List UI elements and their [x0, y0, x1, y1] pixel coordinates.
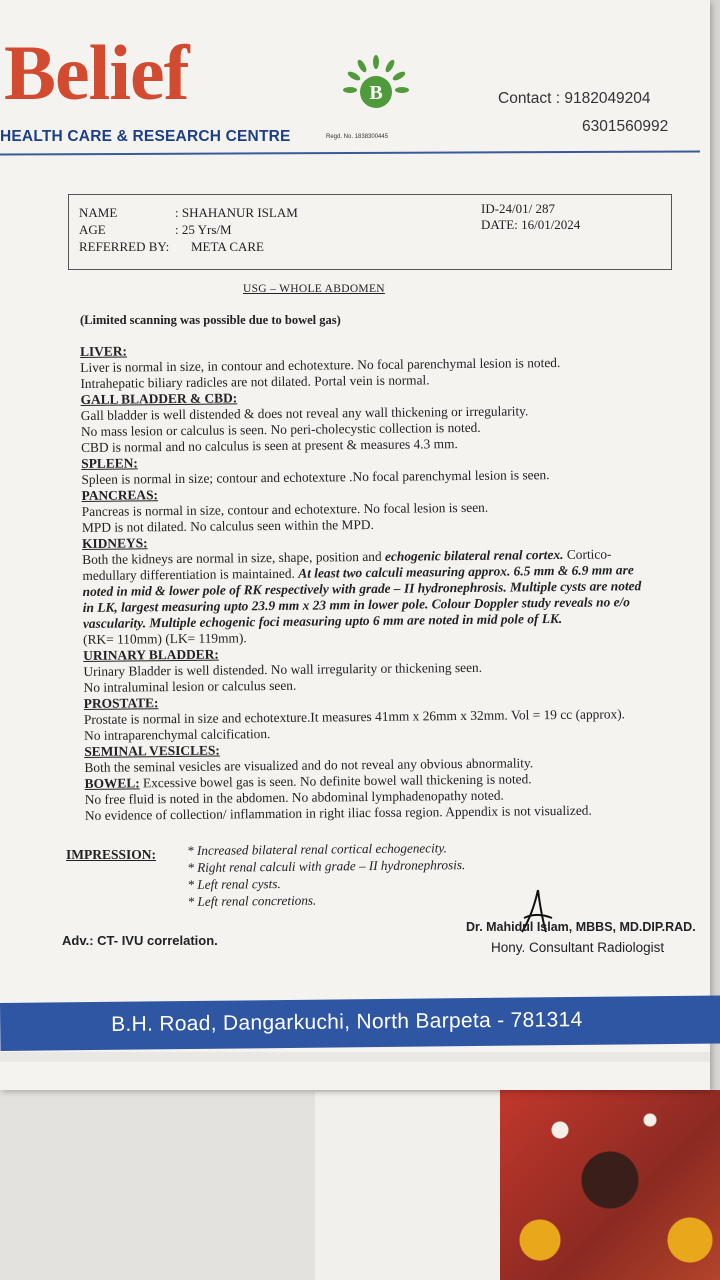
report-line: Pancreas is normal in size, contour and echotexture. No focal lesion is seen. — [81, 499, 489, 519]
report-text-emphasis: echogenic bilateral renal cortex. — [384, 546, 564, 564]
gallbladder-heading: GALL BLADDER & CBD: — [80, 390, 238, 407]
emblem-letter: B — [369, 82, 383, 104]
patient-info-box — [68, 194, 672, 270]
report-line: No intraparenchymal calcification. — [84, 726, 271, 743]
scan-note: (Limited scanning was possible due to bowel gas) — [80, 313, 341, 327]
age-value: : 25 Yrs/M — [175, 222, 232, 237]
fabric-background — [500, 1090, 720, 1280]
logo-subtitle: HEALTH CARE & RESEARCH CENTRE — [0, 128, 291, 145]
prostate-heading: PROSTATE: — [83, 695, 159, 711]
doctor-role: Hony. Consultant Radiologist — [491, 940, 665, 955]
impression-list — [187, 839, 466, 910]
contact-phone-alt: 6301560992 — [582, 118, 669, 135]
registration-number: Regd. No. 1838300445 — [326, 134, 389, 140]
seminal-vesicles-heading: SEMINAL VESICLES: — [84, 742, 220, 759]
name-label: NAME — [79, 205, 118, 220]
report-line: No intraluminal lesion or calculus seen. — [83, 677, 297, 695]
report-text: Cortico- — [563, 546, 612, 562]
bladder-heading: URINARY BLADDER: — [83, 646, 219, 663]
report-line: Prostate is normal in size and echotexture.It measures 41mm x 26mm x 32mm. Vol = 19 cc (approx). — [83, 706, 626, 727]
report-line: noted in mid & lower pole of RK respectively with grade – II hydronephrosis. Multiple cysts are noted — [82, 578, 642, 599]
bowel-heading: BOWEL: — [84, 775, 140, 791]
contact-phone: Contact : 9182049204 — [498, 90, 651, 107]
advice-note: Adv.: CT- IVU correlation. — [62, 933, 218, 948]
report-text-emphasis: At least two calculi measuring approx. 6.5 mm & 6.9 mm are — [298, 562, 634, 581]
report-text: Both the kidneys are normal in size, shape, position and — [82, 548, 386, 567]
name-value: : SHAHANUR ISLAM — [175, 205, 298, 220]
report-line: in LK, largest measuring upto 23.9 mm x 23 mm in lower pole. Colour Doppler study reveals no e/o — [82, 594, 631, 615]
report-line: Spleen is normal in size; contour and echotexture .No focal parenchymal lesion is seen. — [81, 467, 550, 487]
report-line: Liver is normal in size, in contour and echotexture. No focal parenchymal lesion is noted. — [80, 354, 561, 375]
report-line: CBD is normal and no calculus is seen at present & measures 4.3 mm. — [81, 436, 458, 455]
report-line: No evidence of collection/ inflammation in right iliac fossa region. Appendix is not visualized. — [84, 802, 592, 823]
doctor-name: Dr. Mahidul Islam, MBBS, MD.DIP.RAD. — [466, 920, 696, 934]
impression-heading: IMPRESSION: — [66, 847, 157, 862]
pancreas-heading: PANCREAS: — [81, 487, 159, 503]
report-line: Gall bladder is well distended & does not reveal any wall thickening or irregularity. — [80, 403, 529, 423]
logo-wordmark: Belief — [4, 29, 189, 116]
report-line: Both the seminal vesicles are visualized and do not reveal any obvious abnormality. — [84, 755, 534, 775]
impression-item: * Left renal concretions. — [187, 892, 317, 909]
report-line: Intrahepatic biliary radicles are not dilated. Portal vein is normal. — [80, 372, 430, 391]
impression-item: * Right renal calculi with grade – II hydronephrosis. — [187, 857, 466, 875]
age-label: AGE — [79, 222, 106, 237]
liver-heading: LIVER: — [80, 343, 128, 359]
referred-label: REFERRED BY: — [79, 239, 170, 254]
kidneys-heading: KIDNEYS: — [82, 535, 148, 551]
report-line: No mass lesion or calculus is seen. No peri-cholecystic collection is noted. — [80, 419, 481, 439]
report-line: (RK= 110mm) (LK= 119mm). — [83, 630, 247, 647]
spleen-heading: SPLEEN: — [81, 455, 138, 471]
report-title: USG – WHOLE ABDOMEN — [243, 283, 385, 295]
impression-item: * Increased bilateral renal cortical echogenecity. — [187, 840, 447, 858]
report-line: No free fluid is noted in the abdomen. No abdominal lymphadenopathy noted. — [84, 787, 504, 807]
emblem-logo-icon — [314, 42, 424, 128]
background-paper — [315, 1092, 515, 1280]
impression-item: * Left renal cysts. — [187, 876, 281, 892]
report-text: medullary differentiation is maintained. — [82, 565, 299, 583]
report-line: vascularity. Multiple echogenic foci measuring upto 6 mm are noted in mid pole of LK. — [82, 610, 563, 631]
report-id: ID-24/01/ 287 — [481, 201, 556, 216]
footer-address: B.H. Road, Dangarkuchi, North Barpeta - 781314 — [111, 1008, 583, 1036]
paper-edge — [0, 1052, 710, 1062]
report-text: Excessive bowel gas is seen. No definite bowel wall thickening is noted. — [139, 771, 532, 791]
report-date: DATE: 16/01/2024 — [481, 217, 581, 232]
report-body — [80, 338, 685, 824]
report-line: MPD is not dilated. No calculus seen within the MPD. — [81, 516, 374, 535]
report-line: Urinary Bladder is well distended. No wall irregularity or thickening seen. — [83, 659, 483, 679]
referred-value: META CARE — [191, 239, 264, 254]
